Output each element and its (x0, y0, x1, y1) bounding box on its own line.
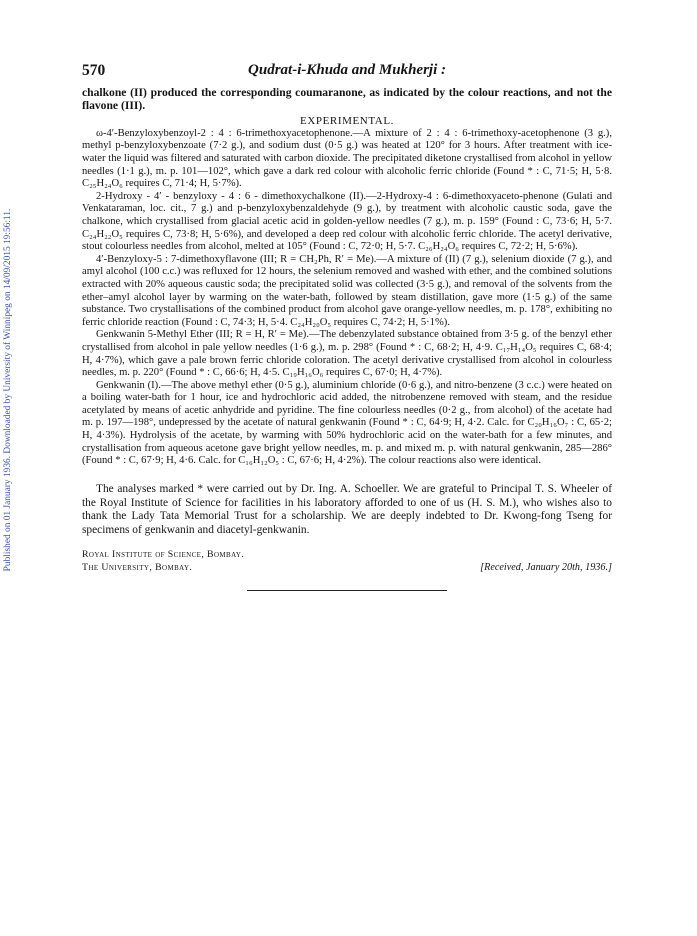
download-watermark (2, 170, 14, 610)
paragraph-chalkone: 2-Hydroxy - 4′ - benzyloxy - 4 : 6 - dimethoxychalkone (II).—2-Hydroxy-4 : 6-dimethoxyaceto-phenone (Gulati and Venkataraman, loc. cit., 7 g.) and p-benzyloxybenzaldehyde (9 g.), by treatment with alcoholic caustic soda, gave the chalkone, which crystallised from glacial acetic acid in golden-yellow needles (7 g.), m. p. 159° (Found : C, 73·6; H, 5·7. C₂₄H₂₂O₅ requires C, 73·8; H, 5·6%), and developed a deep red colour with alcoholic ferric chloride. The acetyl derivative, stout colourless needles from alcohol, melted at 105° (Found : C, 72·0; H, 5·7. C₂₆H₂₄O₆ requires C, 72·2; H, 5·6%). (82, 190, 612, 253)
end-rule (247, 590, 447, 591)
section-heading: EXPERIMENTAL. (300, 114, 394, 127)
intro-paragraph: chalkone (II) produced the corresponding coumaranone, as indicated by the colour reactions, and not the flavone (III). (82, 86, 612, 113)
page-number: 570 (82, 62, 106, 79)
download-note: Published on 01 January 1936. Downloaded by University of Winnipeg on 14/09/2015 19:56:11. (3, 208, 13, 572)
paragraph-genkwanin: Genkwanin (I).—The above methyl ether (0·5 g.), aluminium chloride (0·6 g.), and nitro-benzene (3 c.c.) were heated on a boiling water-bath for 1 hour, ice and hydrochloric acid added, the nitrobenzene removed with steam, and the residue acetylated by means of acetic anhydride and pyridine. The fine colourless needles (0·2 g., from alcohol) of the acetate had m. p. 197—198°, undepressed by the acetate of natural genkwanin (Found * : C, 64·9; H, 4·2. Calc. for C₂₀H₁₆O₇ : C, 65·2; H, 4·3%). Hydrolysis of the acetate, by warming with 50% hydrochloric acid on the water-bath for a few minutes, and crystallisation from aqueous acetone gave bright yellow needles, m. p. and mixed m. p. with natural genkwanin, 285—286° (Found * : C, 67·9; H, 4·6. Calc. for C₁₆H₁₂O₅ : C, 67·6; H, 4·2%). The colour reactions also were identical. (82, 379, 612, 467)
address-line-1: Royal Institute of Science, Bombay. (82, 549, 245, 561)
journal-page (82, 62, 612, 591)
received-date: [Received, January 20th, 1936.] (480, 562, 612, 574)
paragraph-flavone: 4′-Benzyloxy-5 : 7-dimethoxyflavone (III; R = CH₂Ph, R′ = Me).—A mixture of (II) (7 g.), selenium dioxide (7 g.), and amyl alcohol (100 c.c.) was refluxed for 12 hours, the selenium removed and washed with ether, and the combined solutions extracted with 20% aqueous caustic soda; the precipitated solid was collected (3·5 g.), and removal of the solvents from the ether–amyl alcohol layer by warming on the water-bath, followed by steam distillation, gave more (1·5 g.) of the same substance. Two crystallisations of the combined product from alcohol gave orange-yellow needles, m. p. 178°, exhibiting no ferric chloride reaction (Found : C, 74·3; H, 5·4. C₂₄H₂₀O₅ requires C, 74·2; H, 5·1%). (82, 253, 612, 328)
address-line-2: The University, Bombay. (82, 562, 193, 574)
paragraph-diketone: ω-4′-Benzyloxybenzoyl-2 : 4 : 6-trimethoxyacetophenone.—A mixture of 2 : 4 : 6-trimethoxy-acetophenone (3 g.), methyl p-benzyloxybenzoate (7·2 g.), and sodium dust (0·5 g.) was heated at 120° for 3 hours. After treatment with ice-water the liquid was filtered and saturated with carbon dioxide. The precipitated diketone crystallised from alcohol in yellow needles (1·1 g.), m. p. 101—102°, which gave a dark red colour with alcoholic ferric chloride (Found * : C, 71·5; H, 5·8. C₂₅H₂₄O₆ requires C, 71·4; H, 5·7%). (82, 127, 612, 190)
paragraph-methyl-ether: Genkwanin 5-Methyl Ether (III; R = H, R′ = Me).—The debenzylated substance obtained from 3·5 g. of the benzyl ether crystallised from alcohol in pale yellow needles (1·6 g.), m. p. 298° (Found * : C, 68·2; H, 4·9. C₁₇H₁₄O₅ requires C, 68·4; H, 4·7%), which gave a pale brown ferric chloride coloration. The acetyl derivative crystallised from alcohol in colourless needles, m. p. 220° (Found * : C, 66·6; H, 4·5. C₁₉H₁₆O₆ requires C, 67·0; H, 4·7%). (82, 329, 612, 379)
running-head: Qudrat-i-Khuda and Mukherji : (248, 62, 446, 78)
address-block (82, 548, 612, 578)
acknowledgement: The analyses marked * were carried out by Dr. Ing. A. Schoeller. We are grateful to Principal T. S. Wheeler of the Royal Institute of Science for facilities in his laboratory afforded to one of us (H. S. M.), who wishes also to thank the Lady Tata Memorial Trust for a scholarship. We are deeply indebted to Dr. Kwong-fong Tseng for specimens of genkwanin and diacetyl-genkwanin. (82, 482, 612, 537)
page-header (82, 62, 612, 86)
